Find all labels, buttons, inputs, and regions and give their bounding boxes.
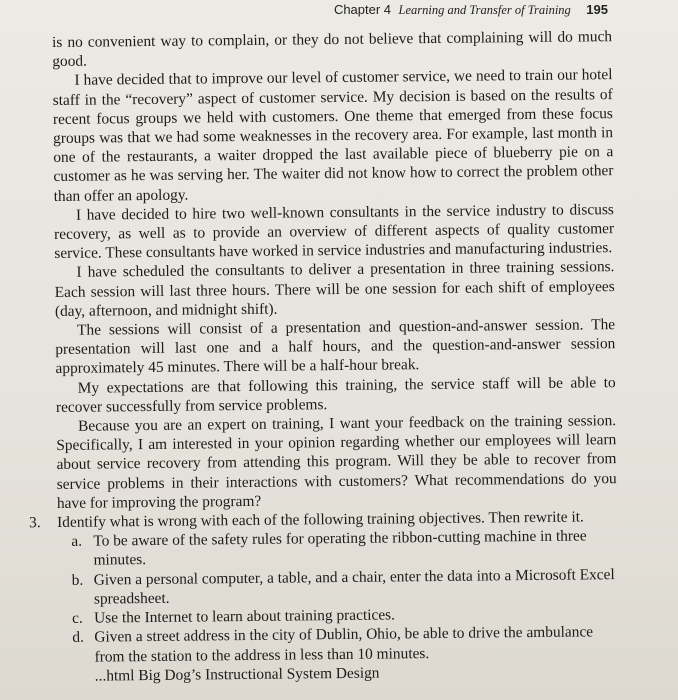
question-list: [29, 507, 619, 686]
question-number: 3.: [29, 514, 41, 532]
paragraph: Because you are an expert on training, I want your feedback on the training session. Specifically, I am interested in your opinion regarding whether our employees will learn about service recovery from attending this program. Will they be able to recover from service problems in their interactions with customers? What recommendations do you have for improving the program?: [56, 412, 617, 512]
objective-text: To be aware of the safety rules for operating the ribbon-cutting machine in three minutes.: [93, 527, 587, 570]
body-text: [29, 27, 619, 686]
objective-item: [71, 526, 617, 570]
paragraph: is no convenient way to complain, or they do not believe that complaining will do much good.: [52, 28, 613, 71]
chapter-label: Chapter 4: [333, 2, 392, 17]
objective-text: Given a personal computer, a table, and a chair, enter the data into a Microsoft Excel spreadsheet.: [93, 565, 615, 608]
running-head: [334, 2, 608, 19]
question-text: Identify what is wrong with each of the following training objectives. Then rewrite it.: [57, 508, 584, 532]
paragraph: I have scheduled the consultants to deliver a presentation in three training sessions. Each session will last three hours. There will be one session for each shift of employees (day, afternoon, and midnight shift).: [54, 258, 615, 320]
objective-label: a.: [71, 532, 83, 551]
objective-item: [72, 565, 618, 609]
paragraph: My expectations are that following this training, the service staff will be able to recover successfully from service problems.: [55, 373, 616, 416]
objective-text: Given a street address in the city of Dublin, Ohio, be able to drive the ambulance from the station to the address in less than 10 minutes.: [94, 623, 594, 666]
objective-item: [72, 622, 618, 666]
objective-text: Use the Internet to learn about training practices.: [94, 606, 396, 627]
paragraph: I have decided that to improve our level of customer service, we need to train our hotel staff in the “recovery” aspect of customer service. My decision is based on the results of recent focus groups we held with customers. One theme that emerged from these focus groups was that we had some weaknesses in the recovery area. For example, last month in one of the restaurants, a waiter dropped the last available piece of blueberry pie on a customer as he was serving her. The waiter did not know how to correct the problem other than offer an apology.: [52, 66, 614, 205]
objective-label: c.: [72, 609, 83, 627]
question-item: [29, 507, 619, 686]
objective-list: [57, 526, 618, 666]
objective-label: d.: [72, 628, 84, 647]
chapter-title: Learning and Transfer of Training: [398, 3, 571, 17]
page-number: 195: [586, 2, 608, 17]
paragraph: The sessions will consist of a presentation and question-and-answer session. The presentation will last one and a half hours, and the question-and-answer session approximately 45 minutes. There will be a half-hour break.: [55, 316, 616, 378]
paragraph: I have decided to hire two well-known consultants in the service industry to discuss recovery, as well as to provide an overview of different aspects of quality customer service. These consultants have worked in service industries and manufacturing industries.: [54, 200, 615, 263]
objective-label: b.: [71, 571, 84, 589]
cutoff-text: ...html Big Dog’s Instructional System Design: [94, 664, 380, 685]
